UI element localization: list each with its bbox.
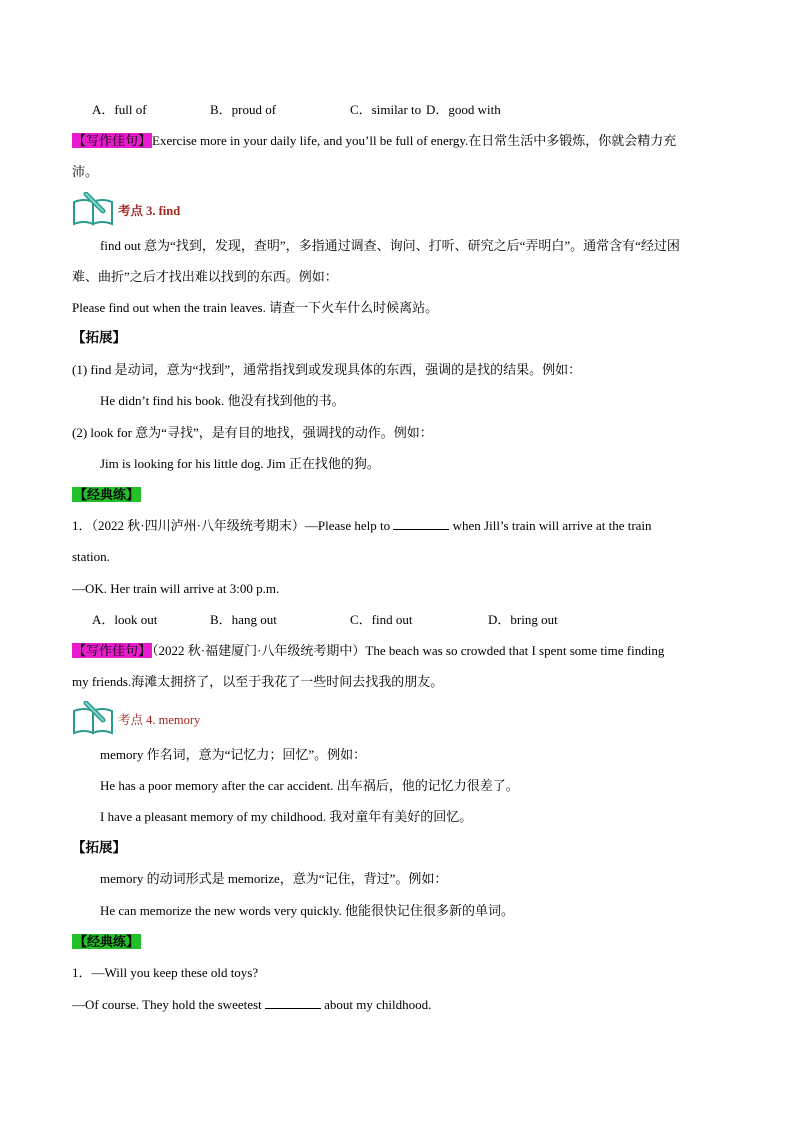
point-3-desc: find out 意为“找到，发现，查明”，多指通过调查、询问、打听、研究之后“弄明白”。通常含有“经过困 — [100, 238, 680, 253]
writing-sentence-1-cont: 沛。 — [72, 164, 99, 179]
writing-sentence-2 — [72, 641, 732, 661]
point-4-label: 考点 4. memory — [118, 713, 201, 727]
prev-question-options: A．full of B．proud of C．similar to D．good with — [92, 100, 752, 120]
option-d: D．good with — [426, 102, 501, 117]
point-3-ext-2: (2) look for 意为“寻找”，是有目的地找，强调找的动作。例如： — [72, 425, 433, 440]
point-4-practice-heading — [72, 932, 732, 952]
practice-tag: 【经典练】 — [74, 934, 140, 949]
point-3-question-1 — [72, 516, 732, 536]
writing-sentence-2-cont: my friends.海滩太拥挤了，以至于我花了一些时间去找我的朋友。 — [72, 674, 444, 689]
writing-tag: 【写作佳句】 — [73, 643, 152, 658]
answer-blank[interactable] — [265, 995, 321, 1009]
point-3-question-1-options — [92, 610, 752, 630]
point-4-header — [72, 701, 372, 735]
point-4-example-2: I have a pleasant memory of my childhood. 我对童年有美好的回忆。 — [100, 809, 473, 824]
point-3-ext-1-example: He didn’t find his book. 他没有找到他的书。 — [100, 393, 345, 408]
point-4-desc: memory 作名词，意为“记忆力；回忆”。例如： — [100, 747, 367, 762]
point-4-ext: memory 的动词形式是 memorize，意为“记住，背过”。例如： — [100, 871, 448, 886]
question-text: —Of course. They hold the sweetest — [72, 997, 262, 1012]
point-3-question-1-cont: station. — [72, 549, 110, 564]
question-text-cont: when Jill’s train will arrive at the train — [452, 518, 652, 533]
point-3-desc-cont: 难、曲折”之后才找出难以找到的东西。例如： — [72, 269, 338, 284]
point-4-ext-example: He can memorize the new words very quickly. 他能很快记住很多新的单词。 — [100, 903, 514, 918]
answer-blank[interactable] — [393, 516, 449, 530]
point-3-ext-1: (1) find 是动词，意为“找到”，通常指找到或发现具体的东西，强调的是找的结果。例如： — [72, 362, 582, 377]
question-text-cont: about my childhood. — [324, 997, 432, 1012]
option-a: A．look out — [92, 612, 158, 627]
point-4-question-1: 1．—Will you keep these old toys? — [72, 965, 259, 980]
writing-tag: 【写作佳句】 — [73, 133, 152, 148]
writing-text: （2022 秋·福建厦门·八年级统考期中）The beach was so crowded that I spent some time finding — [152, 643, 665, 658]
option-b: B．hang out — [210, 612, 277, 627]
point-3-header — [72, 192, 372, 226]
practice-tag: 【经典练】 — [74, 487, 140, 502]
point-3-question-1-answer: —OK. Her train will arrive at 3:00 p.m. — [72, 581, 280, 596]
point-3-practice-heading — [72, 485, 732, 505]
book-pencil-icon — [72, 192, 116, 226]
point-4-question-1-line2 — [72, 995, 732, 1015]
point-3-label: 考点 3. find — [118, 204, 181, 218]
option-b: B．proud of — [210, 102, 277, 117]
option-a: A．full of — [92, 102, 147, 117]
writing-text: Exercise more in your daily life, and you’ll be full of energy.在日常生活中多锻炼，你就会精力充 — [152, 133, 677, 148]
point-3-example: Please find out when the train leaves. 请查一下火车什么时候离站。 — [72, 300, 439, 315]
option-c: C．find out — [350, 612, 413, 627]
question-text: 1．（2022 秋·四川泸州·八年级统考期末）—Please help to — [72, 518, 391, 533]
point-4-example-1: He has a poor memory after the car accident. 出车祸后，他的记忆力很差了。 — [100, 778, 519, 793]
writing-sentence-1 — [72, 131, 732, 151]
option-d: D．bring out — [488, 612, 558, 627]
book-pencil-icon — [72, 701, 116, 735]
point-3-ext-heading: 【拓展】 — [72, 330, 126, 345]
point-3-ext-2-example: Jim is looking for his little dog. Jim 正在找他的狗。 — [100, 456, 380, 471]
point-4-ext-heading: 【拓展】 — [72, 840, 126, 855]
